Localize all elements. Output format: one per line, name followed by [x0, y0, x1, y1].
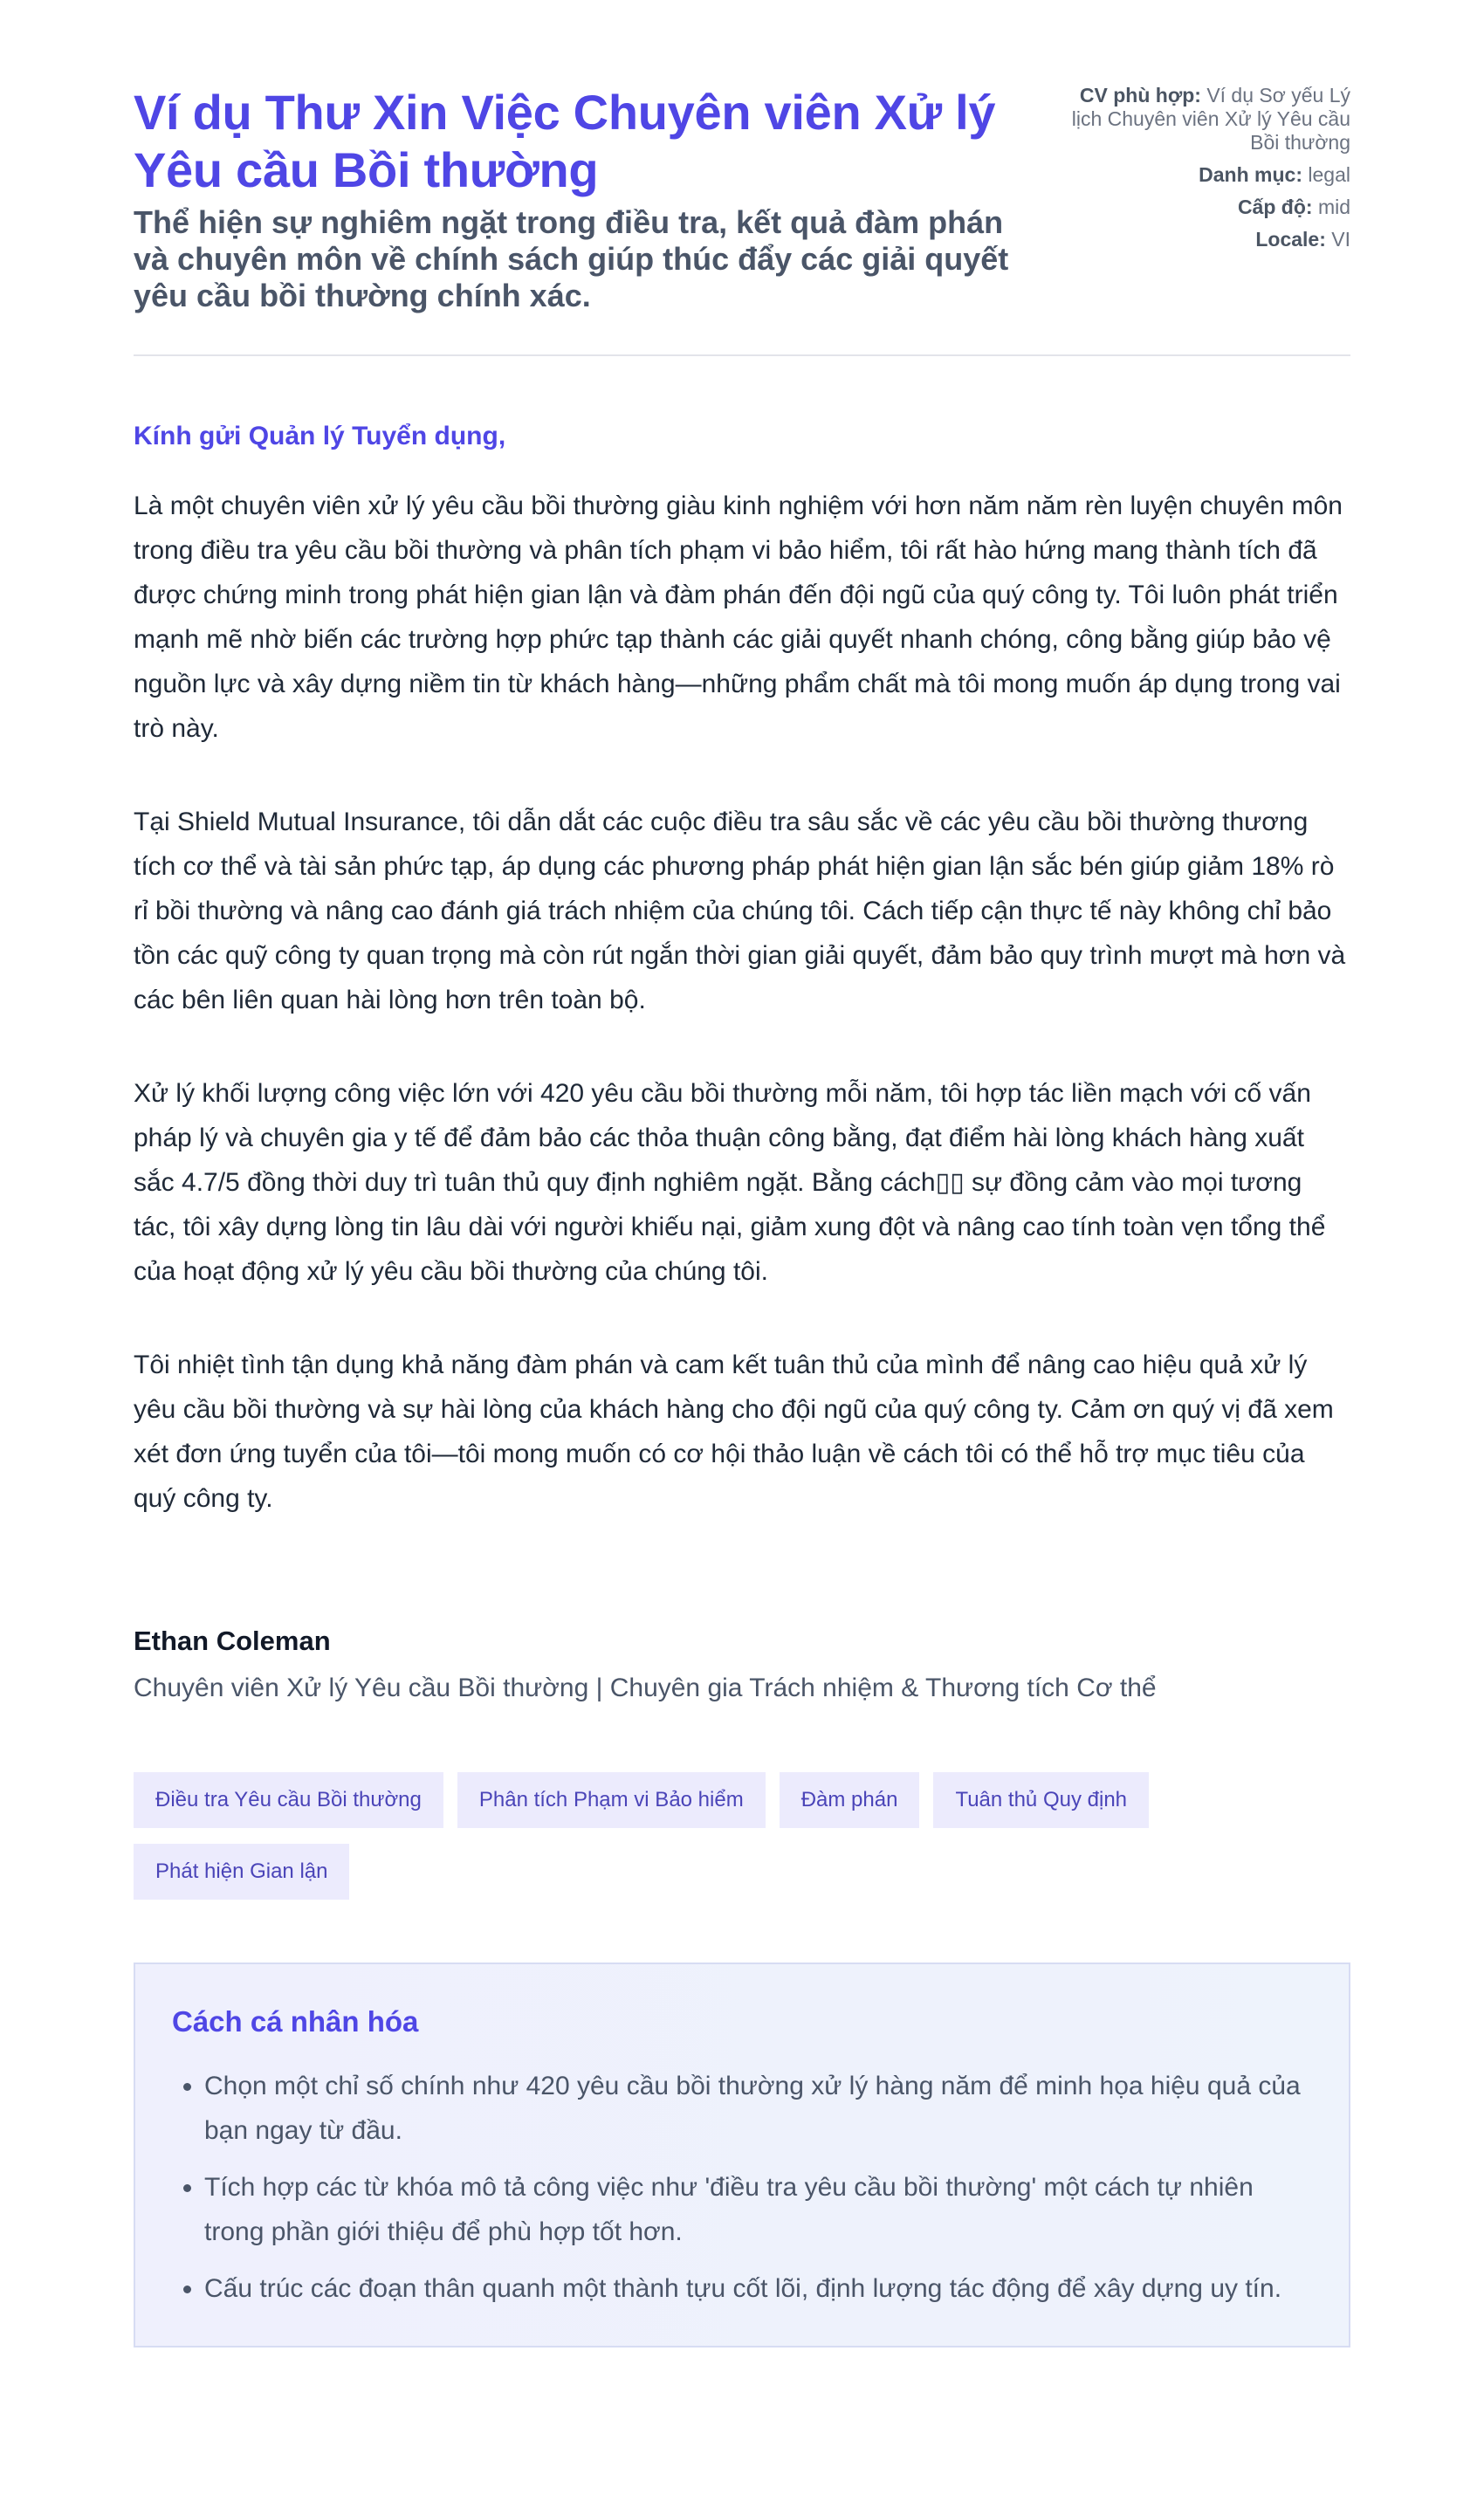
signature-block [134, 1570, 1350, 1706]
meta-cv-label: CV phù hợp: [1079, 84, 1201, 107]
meta-category-value: legal [1308, 163, 1350, 186]
page-subtitle: Thể hiện sự nghiêm ngặt trong điều tra, kết quả đàm phán và chuyên môn về chính sách giúp thúc đẩy các giải quyết yêu cầu bồi thường chính xác. [134, 204, 1009, 313]
meta-level-label: Cấp độ: [1237, 196, 1313, 218]
cover-letter-page [134, 0, 1350, 2347]
meta-locale-label: Locale: [1255, 228, 1326, 251]
skill-tag: Phát hiện Gian lận [134, 1844, 349, 1900]
salutation: Kính gửi Quản lý Tuyển dụng, [134, 422, 506, 450]
personalization-tips [134, 1963, 1350, 2347]
skill-tag: Phân tích Phạm vi Bảo hiểm [457, 1772, 766, 1828]
skill-tag: Đàm phán [780, 1772, 920, 1828]
letter-paragraph: Là một chuyên viên xử lý yêu cầu bồi thường giàu kinh nghiệm với hơn năm năm rèn luyện chuyên môn trong điều tra yêu cầu bồi thường và phân tích phạm vi bảo hiểm, tôi rất hào hứng mang thành tích đã được chứng minh trong phát hiện gian lận và đàm phán đến đội ngũ của quý công ty. Tôi luôn phát triển mạnh mẽ nhờ biến các trường hợp phức tạp thành các giải quyết nhanh chóng, công bằng giúp bảo vệ nguồn lực và xây dựng niềm tin từ khách hàng—những phẩm chất mà tôi mong muốn áp dụng trong vai trò này. [134, 491, 1343, 743]
meta-locale-value: VI [1331, 228, 1350, 251]
signature-name: Ethan Coleman [134, 1626, 331, 1656]
meta-locale [1062, 228, 1350, 251]
tips-title: Cách cá nhân hóa [172, 2005, 419, 2038]
letter-paragraph: Tôi nhiệt tình tận dụng khả năng đàm phán và cam kết tuân thủ của mình để nâng cao hiệu quả xử lý yêu cầu bồi thường và sự hài lòng của khách hàng cho đội ngũ của quý công ty. Cảm ơn quý vị đã xem xét đơn ứng tuyển của tôi—tôi mong muốn có cơ hội thảo luận về cách tôi có thể hỗ trợ mục tiêu của quý công ty. [134, 1351, 1334, 1513]
skill-tags [134, 1772, 1286, 1900]
meta-panel [1062, 84, 1350, 260]
signature-title: Chuyên viên Xử lý Yêu cầu Bồi thường | Chuyên gia Trách nhiệm & Thương tích Cơ thể [134, 1674, 1157, 1702]
meta-category-label: Danh mục: [1199, 163, 1302, 186]
skill-tag: Tuân thủ Quy định [933, 1772, 1149, 1828]
skill-tag: Điều tra Yêu cầu Bồi thường [134, 1772, 443, 1828]
meta-cv-value: Ví dụ Sơ yếu Lý lịch Chuyên viên Xử lý Yêu cầu Bồi thường [1071, 84, 1350, 154]
meta-category [1062, 163, 1350, 187]
page-title: Ví dụ Thư Xin Việc Chuyên viên Xử lý Yêu cầu Bồi thường [134, 85, 996, 197]
meta-cv [1062, 84, 1350, 155]
letter-body [134, 356, 1350, 1521]
letter-paragraph: Xử lý khối lượng công việc lớn với 420 yêu cầu bồi thường mỗi năm, tôi hợp tác liền mạch với cố vấn pháp lý và chuyên gia y tế để đảm bảo các thỏa thuận công bằng, đạt điểm hài lòng khách hàng xuất sắc 4.7/5 đồng thời duy trì tuân thủ quy định nghiêm ngặt. Bằng cách▯▯ sự đồng cảm vào mọi tương tác, tôi xây dựng lòng tin lâu dài với người khiếu nại, giảm xung đột và nâng cao tính toàn vẹn tổng thể của hoạt động xử lý yêu cầu bồi thường của chúng tôi. [134, 1079, 1326, 1286]
page-header [134, 84, 1350, 356]
tip-item: • Chọn một chỉ số chính như 420 yêu cầu bồi thường xử lý hàng năm để minh họa hiệu quả của bạn ngay từ đầu. [204, 2064, 1312, 2153]
meta-level [1062, 196, 1350, 219]
meta-level-value: mid [1317, 196, 1350, 218]
tip-item: • Cấu trúc các đoạn thân quanh một thành tựu cốt lõi, định lượng tác động để xây dựng uy tín. [204, 2266, 1312, 2311]
letter-paragraph: Tại Shield Mutual Insurance, tôi dẫn dắt các cuộc điều tra sâu sắc về các yêu cầu bồi thường thương tích cơ thể và tài sản phức tạp, áp dụng các phương pháp phát hiện gian lận sắc bén giúp giảm 18% rò rỉ bồi thường và nâng cao đánh giá trách nhiệm của chúng tôi. Cách tiếp cận thực tế này không chỉ bảo tồn các quỹ công ty quan trọng mà còn rút ngắn thời gian giải quyết, đảm bảo quy trình mượt mà hơn và các bên liên quan hài lòng hơn trên toàn bộ. [134, 808, 1346, 1014]
tip-item: • Tích hợp các từ khóa mô tả công việc như 'điều tra yêu cầu bồi thường' một cách tự nhiên trong phần giới thiệu để phù hợp tốt hơn. [204, 2165, 1312, 2254]
tips-list [172, 2064, 1312, 2311]
title-block [134, 84, 1033, 314]
